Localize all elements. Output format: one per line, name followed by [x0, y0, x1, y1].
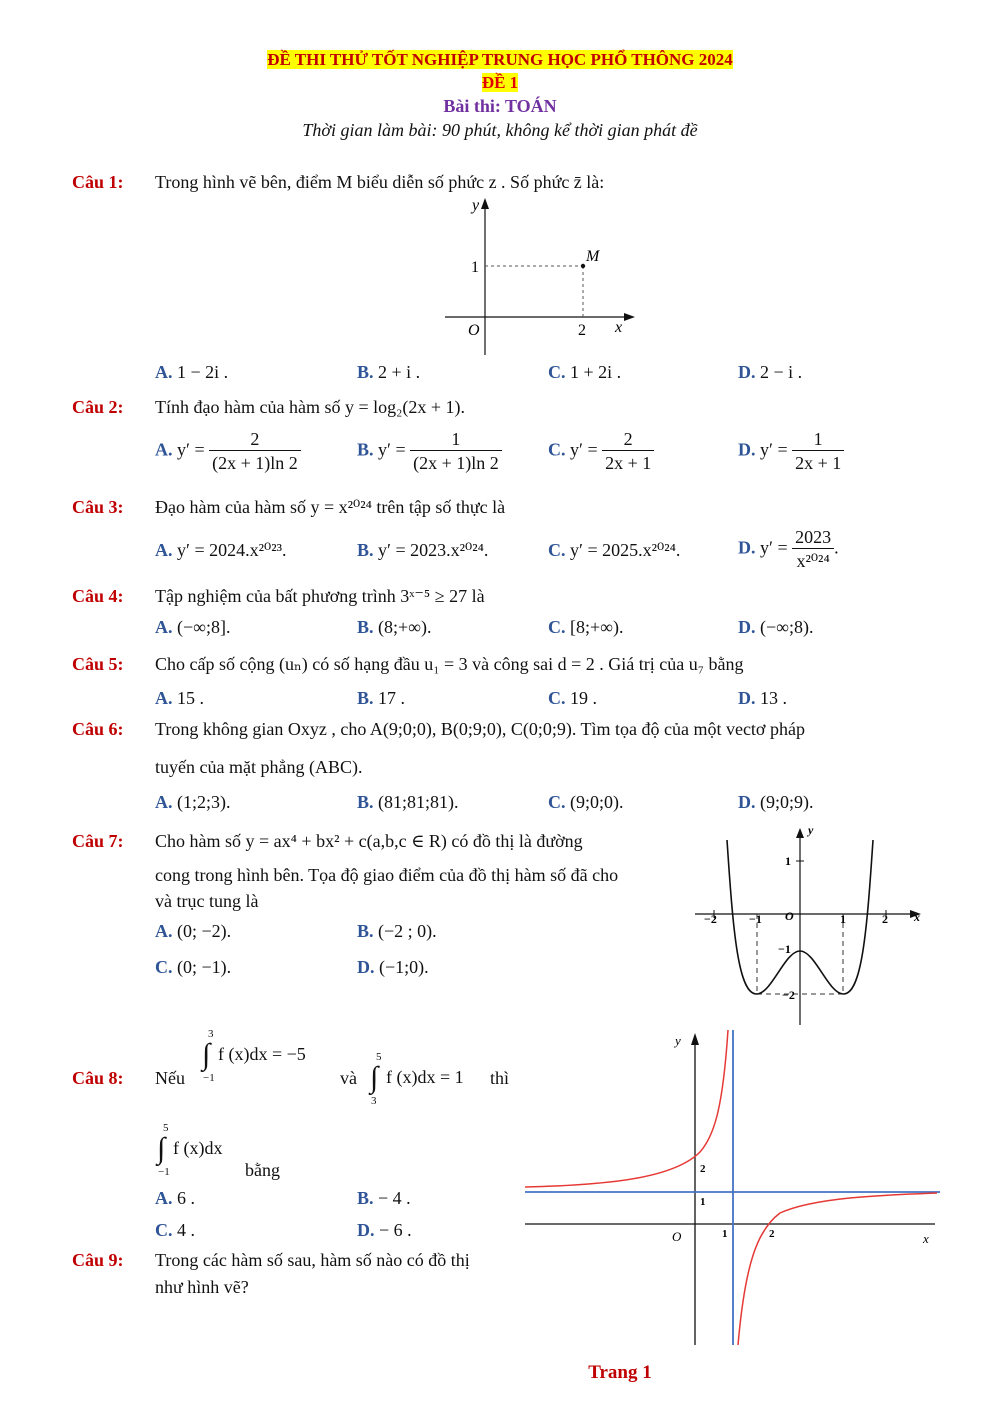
question-7-text-line1: Cho hàm số y = ax⁴ + bx² + c(a,b,c ∈ R) có đồ thị là đường: [155, 831, 583, 851]
question-1-number: Câu 1:: [72, 172, 124, 192]
q4-option-b[interactable]: B. (8;+∞).: [357, 617, 432, 637]
question-8-number: Câu 8:: [72, 1068, 124, 1088]
fig1-x-label: x: [615, 319, 623, 336]
fig7-origin: O: [785, 909, 794, 923]
q8-option-d[interactable]: D. − 6 .: [357, 1220, 412, 1240]
fig9-origin: O: [672, 1229, 682, 1244]
q5-option-c[interactable]: C. 19 .: [548, 688, 597, 708]
question-6-text-line1: Trong không gian Oxyz , cho A(9;0;0), B(0;9;0), C(0;0;9). Tìm tọa độ của một vectơ pháp: [155, 719, 805, 739]
q5-option-a[interactable]: A. 15 .: [155, 688, 204, 708]
q8-word-bang: bằng: [245, 1160, 280, 1180]
q4-option-a[interactable]: A. (−∞;8].: [155, 617, 231, 637]
q8-word-neu: Nếu: [155, 1068, 185, 1088]
q7-option-a[interactable]: A. (0; −2).: [155, 921, 232, 941]
question-4-number: Câu 4:: [72, 586, 124, 606]
fig9-y-label: y: [675, 1033, 681, 1048]
question-1-figure: [440, 195, 640, 360]
q8-word-va: và: [340, 1068, 357, 1088]
q6-option-b[interactable]: B. (81;81;81).: [357, 792, 459, 812]
page-number: Trang 1: [588, 1362, 652, 1383]
q1-option-b[interactable]: B. 2 + i .: [357, 362, 421, 382]
q1-option-a[interactable]: A. 1 − 2i .: [155, 362, 229, 382]
fig7-tick-x-m2: −2: [704, 912, 717, 926]
question-9-text-line2: như hình vẽ?: [155, 1277, 249, 1297]
question-6-text-line2: tuyến của mặt phẳng (ABC).: [155, 757, 363, 777]
q3-option-b[interactable]: B. y′ = 2023.x²⁰²⁴.: [357, 540, 489, 560]
q2-option-b[interactable]: B. y′ = $\frac{1}{(2x + 1)\ln 2}$: [357, 428, 502, 475]
q8-option-b[interactable]: B. − 4 .: [357, 1188, 411, 1208]
fig1-tick-2: 2: [578, 322, 586, 339]
fig9-tick-y-1: 1: [700, 1196, 706, 1208]
question-7-text-line2: cong trong hình bên. Tọa độ giao điểm của đồ thị hàm số đã cho: [155, 865, 619, 885]
q6-option-d[interactable]: D. (9;0;9).: [738, 792, 814, 812]
q7-option-c[interactable]: C. (0; −1).: [155, 957, 232, 977]
question-9-text-line1: Trong các hàm số sau, hàm số nào có đồ thị: [155, 1250, 470, 1270]
exam-subject: Bài thi: TOÁN: [443, 96, 557, 116]
q7-option-d[interactable]: D. (−1;0).: [357, 957, 429, 977]
question-2-number: Câu 2:: [72, 397, 124, 417]
question-7-number: Câu 7:: [72, 831, 124, 851]
fig9-x-label: x: [923, 1231, 929, 1246]
q5-option-d[interactable]: D. 13 .: [738, 688, 787, 708]
exam-title: ĐỀ THI THỬ TỐT NGHIỆP TRUNG HỌC PHỔ THÔNG 2024: [267, 50, 733, 69]
fig9-tick-y-2: 2: [700, 1163, 706, 1175]
q8-integral-2: 5 ∫ 3 f (x)dx = 1: [370, 1051, 464, 1107]
fig1-origin: O: [468, 322, 480, 339]
fig7-y-label: y: [808, 823, 814, 837]
question-9-figure: [525, 1025, 940, 1350]
fig7-tick-x-p2: 2: [882, 912, 888, 926]
fig9-tick-x-1: 1: [722, 1228, 728, 1240]
q2-option-a[interactable]: A. y′ = $\frac{2}{(2x + 1)\ln 2}$: [155, 428, 301, 475]
q2-option-d[interactable]: D. y′ = $\frac{1}{2x + 1}$: [738, 428, 844, 475]
q3-option-a[interactable]: A. y′ = 2024.x²⁰²³.: [155, 540, 287, 560]
q8-word-thi: thì: [490, 1068, 510, 1088]
q4-option-c[interactable]: C. [8;+∞).: [548, 617, 624, 637]
fig7-x-label: x: [914, 910, 920, 924]
q1-option-d[interactable]: D. 2 − i .: [738, 362, 803, 382]
q8-option-a[interactable]: A. 6 .: [155, 1188, 195, 1208]
q7-option-b[interactable]: B. (−2 ; 0).: [357, 921, 437, 941]
q4-option-d[interactable]: D. (−∞;8).: [738, 617, 814, 637]
question-1-text: Trong hình vẽ bên, điểm M biểu diễn số phức z . Số phức z̄ là:: [155, 172, 605, 192]
question-7-text-line3: và trục tung là: [155, 891, 259, 911]
fig7-tick-y-m1: −1: [778, 942, 791, 956]
q3-option-c[interactable]: C. y′ = 2025.x²⁰²⁴.: [548, 540, 681, 560]
q8-option-c[interactable]: C. 4 .: [155, 1220, 195, 1240]
fig7-tick-x-p1: 1: [840, 912, 846, 926]
question-3-number: Câu 3:: [72, 497, 124, 517]
fig1-point-m: M: [586, 248, 600, 265]
q6-option-a[interactable]: A. (1;2;3).: [155, 792, 231, 812]
question-5-number: Câu 5:: [72, 654, 124, 674]
fig7-tick-x-m1: −1: [749, 912, 762, 926]
q6-option-c[interactable]: C. (9;0;0).: [548, 792, 624, 812]
q8-integral-1: 3 ∫ −1 f (x)dx = −5: [202, 1028, 306, 1084]
q5-option-b[interactable]: B. 17 .: [357, 688, 406, 708]
q1-option-c[interactable]: C. 1 + 2i .: [548, 362, 622, 382]
question-6-number: Câu 6:: [72, 719, 124, 739]
q2-option-c[interactable]: C. y′ = $\frac{2}{2x + 1}$: [548, 428, 654, 475]
fig9-tick-x-2: 2: [769, 1228, 775, 1240]
exam-time: Thời gian làm bài: 90 phút, không kể thời gian phát đề: [302, 120, 698, 140]
exam-number: ĐỀ 1: [481, 73, 519, 92]
question-7-figure: [690, 820, 935, 1030]
question-9-number: Câu 9:: [72, 1250, 124, 1270]
fig7-tick-y-1: 1: [785, 854, 791, 868]
question-2-text: Tính đạo hàm của hàm số y = log₂(2x + 1).: [155, 397, 466, 417]
question-3-text: Đạo hàm của hàm số y = x²⁰²⁴ trên tập số thực là: [155, 497, 506, 517]
fig1-tick-1: 1: [471, 259, 479, 276]
q3-option-d[interactable]: D. y′ = $\frac{2023}{\text{x²⁰²⁴}}$ .: [738, 527, 839, 571]
question-4-text: Tập nghiệm của bất phương trình 3ˣ⁻⁵ ≥ 27 là: [155, 586, 485, 606]
q8-integral-3: 5 ∫ −1 f (x)dx: [157, 1122, 223, 1178]
fig7-tick-y-m2: −2: [782, 988, 795, 1002]
question-5-text: Cho cấp số cộng (uₙ) có số hạng đầu u₁ = 3 và công sai d = 2 . Giá trị của u₇ bằng: [155, 654, 744, 674]
fig1-y-label: y: [472, 197, 480, 214]
